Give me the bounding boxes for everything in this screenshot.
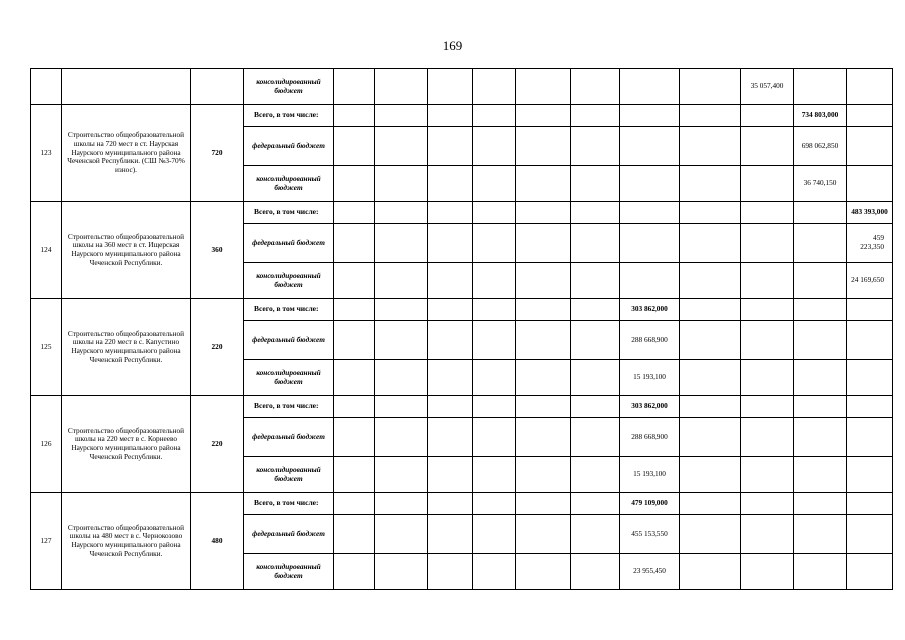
- value-cell: [375, 166, 428, 202]
- value-cell: [847, 457, 893, 493]
- value-cell: [741, 224, 794, 263]
- cell-num: [31, 69, 62, 105]
- funding-type-cell: федеральный бюджет: [244, 127, 334, 166]
- value-cell: [571, 360, 620, 396]
- value-cell: [375, 202, 428, 224]
- value-cell: [794, 224, 847, 263]
- value-cell: [571, 105, 620, 127]
- cell-num: 123: [31, 105, 62, 202]
- table-row: [31, 69, 893, 105]
- value-cell: 15 193,100: [620, 360, 680, 396]
- value-cell: [741, 321, 794, 360]
- cell-capacity: 360: [191, 202, 244, 299]
- value-cell: 288 668,900: [620, 418, 680, 457]
- value-cell: [794, 299, 847, 321]
- value-cell: [741, 493, 794, 515]
- table-row: [31, 202, 893, 224]
- value-cell: [571, 321, 620, 360]
- value-cell: [428, 360, 473, 396]
- value-cell: [680, 69, 741, 105]
- value-cell: 24 169,650: [847, 263, 893, 299]
- value-cell: [794, 396, 847, 418]
- value-cell: [375, 69, 428, 105]
- cell-num: 127: [31, 493, 62, 590]
- value-cell: [334, 299, 375, 321]
- value-cell: [375, 554, 428, 590]
- value-cell: [741, 127, 794, 166]
- value-cell: [680, 224, 741, 263]
- value-cell: [847, 166, 893, 202]
- value-cell: 303 862,000: [620, 396, 680, 418]
- value-cell: [473, 299, 516, 321]
- funding-type-cell: Всего, в том числе:: [244, 493, 334, 515]
- value-cell: [428, 127, 473, 166]
- cell-name: Строительство общеобразовательной школы на 720 мест в ст. Наурская Наурского муниципального района Чеченской Республики. (СШ №3-70% износ).: [62, 105, 191, 202]
- value-cell: [516, 69, 571, 105]
- value-cell: [334, 69, 375, 105]
- value-cell: [680, 396, 741, 418]
- funding-type-cell: федеральный бюджет: [244, 418, 334, 457]
- value-cell: [680, 457, 741, 493]
- cell-num: 124: [31, 202, 62, 299]
- table-row: [31, 493, 893, 515]
- value-cell: [375, 418, 428, 457]
- value-cell: [428, 299, 473, 321]
- value-cell: [620, 202, 680, 224]
- value-cell: [428, 457, 473, 493]
- value-cell: [620, 166, 680, 202]
- value-cell: [516, 493, 571, 515]
- value-cell: [571, 202, 620, 224]
- value-cell: [794, 515, 847, 554]
- value-cell: [516, 321, 571, 360]
- cell-name: Строительство общеобразовательной школы на 220 мест в с. Капустино Наурского муниципального района Чеченской Республики.: [62, 299, 191, 396]
- table-row: [31, 299, 893, 321]
- value-cell: [473, 515, 516, 554]
- value-cell: [571, 457, 620, 493]
- value-cell: [847, 515, 893, 554]
- value-cell: 35 057,400: [741, 69, 794, 105]
- value-cell: [571, 299, 620, 321]
- value-cell: [847, 554, 893, 590]
- value-cell: [375, 263, 428, 299]
- value-cell: [428, 493, 473, 515]
- value-cell: [473, 224, 516, 263]
- value-cell: [428, 396, 473, 418]
- value-cell: 23 955,450: [620, 554, 680, 590]
- table-row: [31, 396, 893, 418]
- funding-type-cell: федеральный бюджет: [244, 321, 334, 360]
- value-cell: [680, 105, 741, 127]
- value-cell: [516, 515, 571, 554]
- value-cell: [794, 202, 847, 224]
- value-cell: [473, 69, 516, 105]
- cell-name: Строительство общеобразовательной школы на 220 мест в с. Корнеево Наурского муниципального района Чеченской Республики.: [62, 396, 191, 493]
- value-cell: [516, 105, 571, 127]
- value-cell: [473, 263, 516, 299]
- value-cell: 303 862,000: [620, 299, 680, 321]
- value-cell: [375, 396, 428, 418]
- funding-type-cell: консолидированный бюджет: [244, 360, 334, 396]
- cell-num: 126: [31, 396, 62, 493]
- value-cell: [847, 396, 893, 418]
- funding-type-cell: Всего, в том числе:: [244, 396, 334, 418]
- value-cell: [375, 493, 428, 515]
- value-cell: [571, 493, 620, 515]
- table-row: [31, 105, 893, 127]
- value-cell: [334, 202, 375, 224]
- value-cell: [375, 457, 428, 493]
- cell-capacity: 720: [191, 105, 244, 202]
- value-cell: [680, 127, 741, 166]
- value-cell: [428, 515, 473, 554]
- value-cell: 288 668,900: [620, 321, 680, 360]
- value-cell: [620, 105, 680, 127]
- value-cell: [428, 202, 473, 224]
- value-cell: [680, 493, 741, 515]
- cell-name: Строительство общеобразовательной школы на 360 мест в ст. Ищерская Наурского муниципального района Чеченской Республики.: [62, 202, 191, 299]
- value-cell: [680, 321, 741, 360]
- value-cell: 15 193,100: [620, 457, 680, 493]
- value-cell: [741, 299, 794, 321]
- value-cell: 734 803,000: [794, 105, 847, 127]
- value-cell: [794, 321, 847, 360]
- value-cell: [375, 224, 428, 263]
- value-cell: [516, 127, 571, 166]
- value-cell: [473, 360, 516, 396]
- value-cell: [334, 396, 375, 418]
- funding-type-cell: Всего, в том числе:: [244, 105, 334, 127]
- cell-num: 125: [31, 299, 62, 396]
- value-cell: [428, 554, 473, 590]
- value-cell: [334, 263, 375, 299]
- funding-type-cell: Всего, в том числе:: [244, 202, 334, 224]
- value-cell: [473, 202, 516, 224]
- table-body: [31, 69, 893, 590]
- value-cell: [741, 457, 794, 493]
- value-cell: [473, 321, 516, 360]
- value-cell: [620, 69, 680, 105]
- value-cell: [571, 263, 620, 299]
- value-cell: [428, 321, 473, 360]
- value-cell: [334, 321, 375, 360]
- value-cell: [680, 418, 741, 457]
- value-cell: 459 223,350: [847, 224, 893, 263]
- value-cell: [375, 321, 428, 360]
- value-cell: [847, 418, 893, 457]
- value-cell: [375, 299, 428, 321]
- value-cell: [516, 299, 571, 321]
- value-cell: [516, 263, 571, 299]
- value-cell: [473, 127, 516, 166]
- value-cell: [794, 554, 847, 590]
- value-cell: [680, 166, 741, 202]
- value-cell: [334, 554, 375, 590]
- value-cell: [741, 515, 794, 554]
- value-cell: [334, 457, 375, 493]
- value-cell: [680, 263, 741, 299]
- funding-type-cell: федеральный бюджет: [244, 515, 334, 554]
- value-cell: [334, 166, 375, 202]
- value-cell: [334, 493, 375, 515]
- value-cell: [375, 105, 428, 127]
- funding-type-cell: консолидированный бюджет: [244, 69, 334, 105]
- value-cell: [473, 418, 516, 457]
- value-cell: [428, 105, 473, 127]
- value-cell: [375, 515, 428, 554]
- value-cell: [847, 299, 893, 321]
- value-cell: [847, 105, 893, 127]
- value-cell: [516, 396, 571, 418]
- value-cell: 455 153,550: [620, 515, 680, 554]
- value-cell: [375, 360, 428, 396]
- funding-type-cell: федеральный бюджет: [244, 224, 334, 263]
- value-cell: [620, 224, 680, 263]
- value-cell: [680, 299, 741, 321]
- value-cell: [571, 554, 620, 590]
- value-cell: [741, 202, 794, 224]
- value-cell: [571, 127, 620, 166]
- value-cell: [334, 224, 375, 263]
- value-cell: [847, 360, 893, 396]
- value-cell: [473, 554, 516, 590]
- value-cell: [428, 69, 473, 105]
- value-cell: [680, 515, 741, 554]
- budget-table: [30, 68, 893, 590]
- cell-capacity: 220: [191, 396, 244, 493]
- value-cell: 36 740,150: [794, 166, 847, 202]
- value-cell: [473, 493, 516, 515]
- value-cell: [473, 166, 516, 202]
- value-cell: [847, 69, 893, 105]
- value-cell: [794, 69, 847, 105]
- value-cell: 698 062,850: [794, 127, 847, 166]
- value-cell: [571, 396, 620, 418]
- value-cell: [334, 418, 375, 457]
- value-cell: [741, 396, 794, 418]
- value-cell: [516, 202, 571, 224]
- value-cell: [680, 202, 741, 224]
- value-cell: [516, 166, 571, 202]
- value-cell: [680, 554, 741, 590]
- value-cell: [741, 166, 794, 202]
- value-cell: [571, 224, 620, 263]
- value-cell: [473, 105, 516, 127]
- value-cell: [794, 493, 847, 515]
- cell-name: Строительство общеобразовательной школы на 480 мест в с. Чернокозово Наурского муниципального района Чеченской Республики.: [62, 493, 191, 590]
- value-cell: [428, 166, 473, 202]
- value-cell: [847, 127, 893, 166]
- value-cell: [620, 263, 680, 299]
- value-cell: [794, 263, 847, 299]
- value-cell: [741, 263, 794, 299]
- value-cell: [741, 554, 794, 590]
- value-cell: [334, 515, 375, 554]
- value-cell: [847, 321, 893, 360]
- value-cell: [516, 224, 571, 263]
- value-cell: [680, 360, 741, 396]
- value-cell: [571, 515, 620, 554]
- value-cell: [516, 418, 571, 457]
- value-cell: [741, 418, 794, 457]
- value-cell: [794, 457, 847, 493]
- value-cell: [794, 360, 847, 396]
- value-cell: [428, 263, 473, 299]
- value-cell: 483 393,000: [847, 202, 893, 224]
- funding-type-cell: консолидированный бюджет: [244, 457, 334, 493]
- value-cell: [516, 457, 571, 493]
- funding-type-cell: консолидированный бюджет: [244, 263, 334, 299]
- cell-capacity: 220: [191, 299, 244, 396]
- value-cell: [741, 360, 794, 396]
- value-cell: [334, 360, 375, 396]
- value-cell: [620, 127, 680, 166]
- funding-type-cell: Всего, в том числе:: [244, 299, 334, 321]
- value-cell: [794, 418, 847, 457]
- value-cell: 479 109,000: [620, 493, 680, 515]
- value-cell: [741, 105, 794, 127]
- value-cell: [847, 493, 893, 515]
- value-cell: [334, 105, 375, 127]
- funding-type-cell: консолидированный бюджет: [244, 554, 334, 590]
- value-cell: [571, 418, 620, 457]
- value-cell: [334, 127, 375, 166]
- cell-capacity: [191, 69, 244, 105]
- funding-type-cell: консолидированный бюджет: [244, 166, 334, 202]
- cell-name: [62, 69, 191, 105]
- cell-capacity: 480: [191, 493, 244, 590]
- value-cell: [473, 396, 516, 418]
- value-cell: [516, 360, 571, 396]
- page-number: 169: [442, 38, 463, 53]
- value-cell: [571, 166, 620, 202]
- value-cell: [571, 69, 620, 105]
- value-cell: [473, 457, 516, 493]
- value-cell: [375, 127, 428, 166]
- value-cell: [428, 418, 473, 457]
- value-cell: [516, 554, 571, 590]
- value-cell: [428, 224, 473, 263]
